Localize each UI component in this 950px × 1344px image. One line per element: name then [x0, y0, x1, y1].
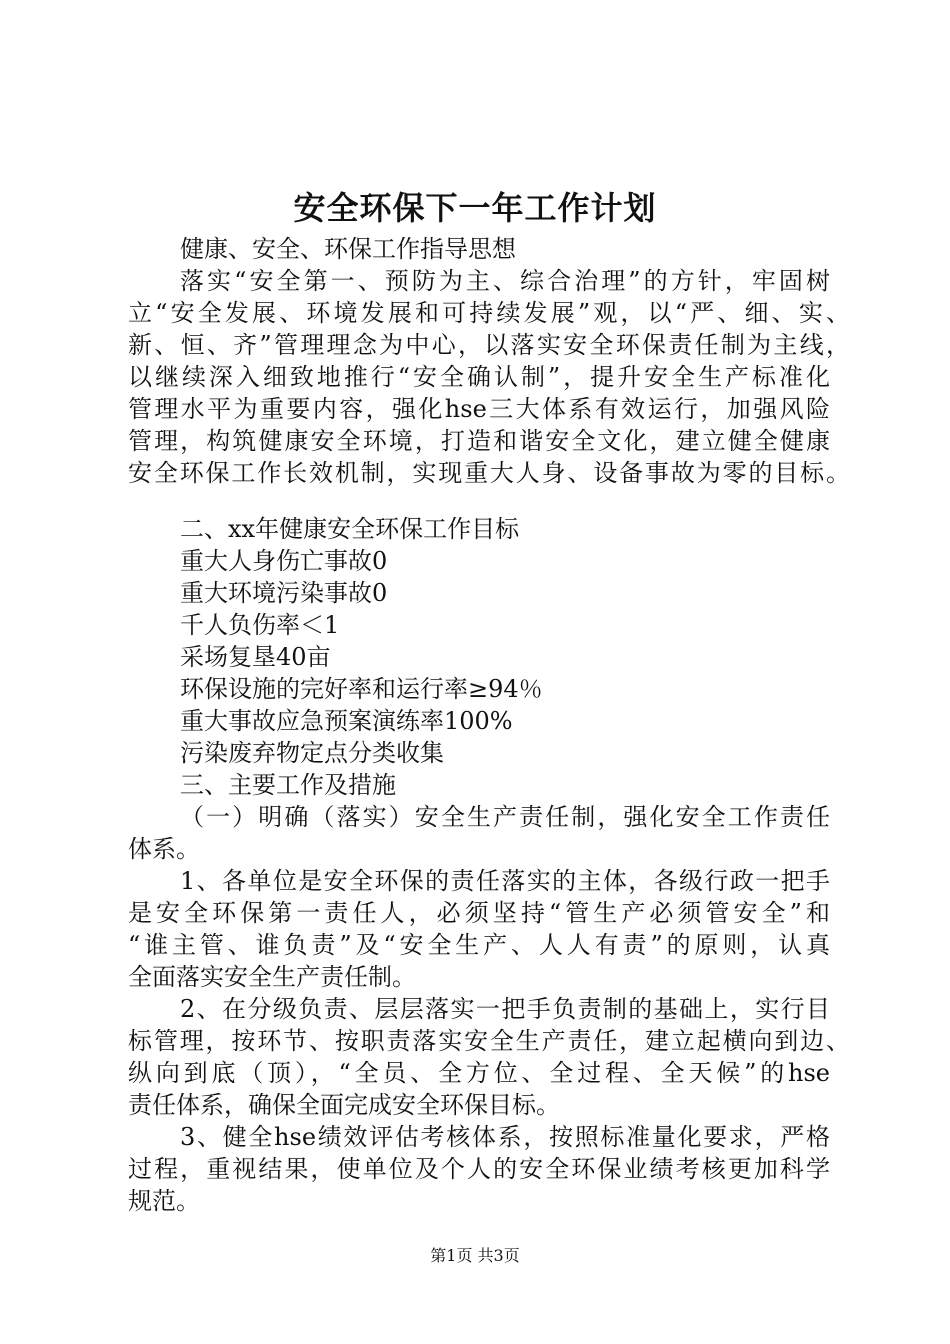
paragraph-line: 新、恒、齐”管理理念为中心，以落实安全环保责任制为主线， [128, 331, 850, 359]
list-item: 重大事故应急预案演练率100% [180, 707, 513, 735]
paragraph-line: 2、在分级负责、层层落实一把手负责制的基础上，实行目 [180, 995, 830, 1023]
list-item: 重大环境污染事故0 [180, 579, 388, 607]
paragraph-line: 标管理，按环节、按职责落实安全生产责任，建立起横向到边、 [128, 1027, 850, 1055]
section-heading: 二、xx年健康安全环保工作目标 [180, 515, 520, 543]
paragraph-line: 纵向到底（顶），“全员、全方位、全过程、全天候”的hse [128, 1059, 830, 1087]
paragraph-line: 以继续深入细致地推行“安全确认制”，提升安全生产标准化 [128, 363, 830, 391]
document-title: 安全环保下一年工作计划 [293, 189, 657, 227]
section-heading: 三、主要工作及措施 [180, 771, 396, 799]
paragraph-line: 全面落实安全生产责任制。 [128, 963, 416, 991]
paragraph-line: 管理，构筑健康安全环境，打造和谐安全文化，建立健全健康 [128, 427, 830, 455]
paragraph-line: 是安全环保第一责任人，必须坚持“管生产必须管安全”和 [128, 899, 830, 927]
paragraph-line: 规范。 [128, 1187, 200, 1215]
paragraph-line: 1、各单位是安全环保的责任落实的主体，各级行政一把手 [180, 867, 830, 895]
list-item: 千人负伤率＜1 [180, 611, 340, 639]
paragraph-line: 落实“安全第一、预防为主、综合治理”的方针，牢固树 [180, 267, 830, 295]
paragraph-line: 体系。 [128, 835, 200, 863]
list-item: 重大人身伤亡事故0 [180, 547, 388, 575]
paragraph-line: （一）明确（落实）安全生产责任制，强化安全工作责任 [180, 803, 830, 831]
list-item: 采场复垦40亩 [180, 643, 331, 671]
list-item: 环保设施的完好率和运行率≥94％ [180, 675, 543, 703]
paragraph-line: “谁主管、谁负责”及“安全生产、人人有责”的原则，认真 [128, 931, 830, 959]
paragraph-line: 健康、安全、环保工作指导思想 [180, 235, 516, 263]
paragraph-line: 责任体系，确保全面完成安全环保目标。 [128, 1091, 560, 1119]
paragraph-line: 管理水平为重要内容，强化hse三大体系有效运行，加强风险 [128, 395, 830, 423]
paragraph-line: 3、健全hse绩效评估考核体系，按照标准量化要求，严格 [180, 1123, 830, 1151]
paragraph-line: 立“安全发展、环境发展和可持续发展”观，以“严、细、实、 [128, 299, 850, 327]
list-item: 污染废弃物定点分类收集 [180, 739, 444, 767]
page-footer: 第1页 共3页 [430, 1246, 520, 1265]
paragraph-line: 安全环保工作长效机制，实现重大人身、设备事故为零的目标。 [128, 459, 850, 487]
paragraph-line: 过程，重视结果，使单位及个人的安全环保业绩考核更加科学 [128, 1155, 830, 1183]
